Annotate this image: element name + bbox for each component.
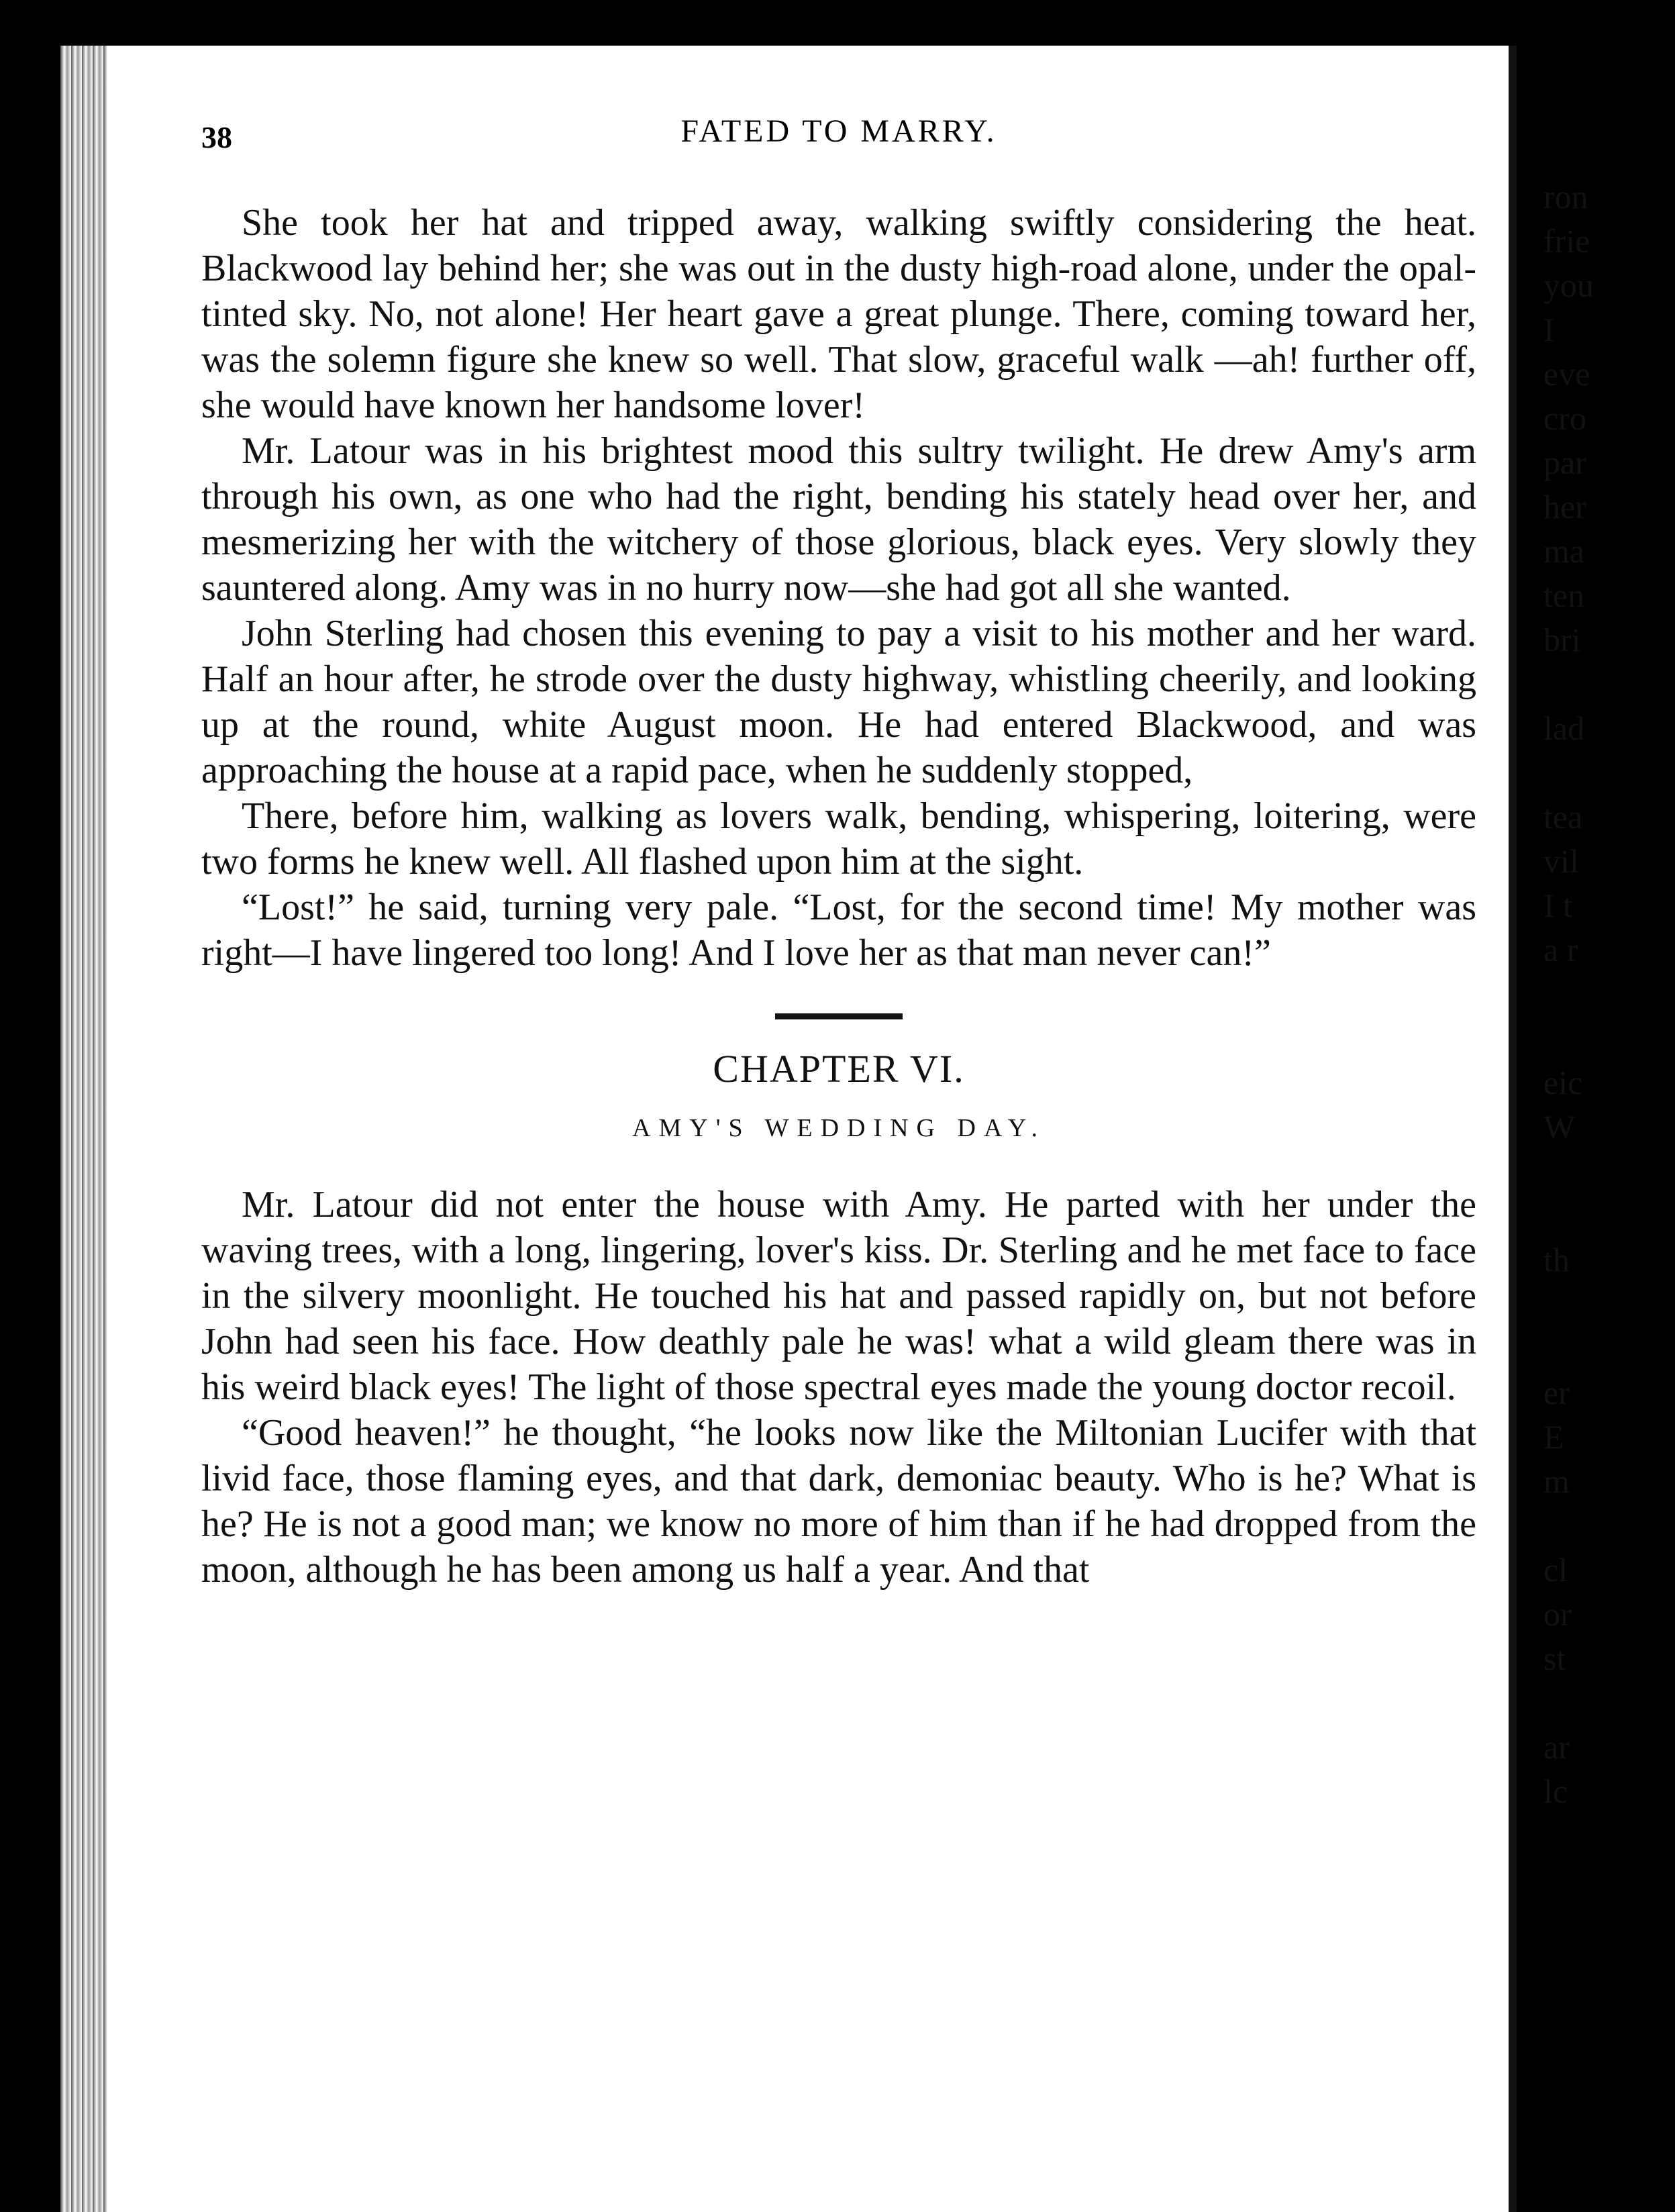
facing-page-fragment: a r [1543, 931, 1578, 968]
chapter-subtitle: AMY'S WEDDING DAY. [632, 1114, 1046, 1142]
facing-page-fragment: cl [1543, 1551, 1568, 1589]
facing-page-fragment: eic [1543, 1064, 1583, 1101]
facing-page-fragment: th [1543, 1241, 1570, 1278]
section-divider [775, 1013, 903, 1019]
facing-page-fragment [1543, 662, 1675, 706]
facing-page-fragment [1543, 1282, 1675, 1326]
paragraph: “Good heaven!” he thought, “he looks now like the Miltonian Lucifer with that livid face, those flaming eyes, and that dark, demoniac beauty. Who is he? What is he? He is not a good man; we know no more of him than if he had dropped from the moon, although he has been among us half a year. And that [201, 1412, 1476, 1591]
page-edges [60, 46, 107, 2212]
facing-page-fragment: cro [1543, 399, 1586, 437]
facing-page-fragment: or [1543, 1595, 1572, 1633]
facing-page-fragment: I [1543, 311, 1555, 348]
facing-page-fragment [1543, 1680, 1675, 1725]
facing-page-fragment [1543, 1193, 1675, 1238]
paragraph: Mr. Latour did not enter the house with Amy. He parted with her under the waving trees, with a long, lingering, lover's kiss. Dr. Sterling and he met face to face in the silvery moonlight. He touched his hat and passed rapidly on, but not before John had seen his face. How deathly pale he was! what a wild gleam there was in his weird black eyes! The light of those spectral eyes made the young doctor recoil. [201, 1184, 1476, 1408]
page-header [201, 113, 1476, 173]
facing-page-fragment: E [1543, 1418, 1564, 1456]
paragraph: John Sterling had chosen this evening to pay a visit to his mother and her ward. Half an hour after, he strode over the dusty highway, whistling cheerily, and looking up at the round, white August moon. He had entered Blackwood, and was approaching the house at a rapid pace, when he suddenly stopped, [201, 613, 1476, 791]
facing-page-fragment: er [1543, 1374, 1570, 1411]
book-gutter [1509, 46, 1517, 2212]
facing-page-fragment: ma [1543, 532, 1585, 570]
facing-page-fragment [1543, 750, 1675, 795]
facing-page-fragment: you [1543, 266, 1594, 304]
facing-page-fragment [1543, 972, 1675, 1016]
facing-page-fragment: W [1543, 1108, 1576, 1146]
facing-page-fragment [1543, 1326, 1675, 1370]
paragraph: Mr. Latour was in his brightest mood this sultry twilight. He drew Amy's arm through his own, as one who had the right, bending his stately head over her, and mesmerizing her with the witchery of those glorious, black eyes. Very slowly they sauntered along. Amy was in no hurry now—she had got all she wanted. [201, 430, 1476, 609]
facing-page-fragment [1543, 1503, 1675, 1548]
running-title: FATED TO MARRY. [680, 113, 997, 149]
facing-page-fragment: her [1543, 488, 1586, 525]
facing-page-fragment [1543, 1149, 1675, 1193]
paragraph: She took her hat and tripped away, walking swiftly considering the heat. Blackwood lay behind her; she was out in the dusty high-road alone, under the opal-tinted sky. No, not alone! Her heart gave a great plunge. There, coming toward her, was the solemn figure she knew so well. That slow, graceful walk —ah! further off, she would have known her handsome lover! [201, 202, 1476, 426]
paragraph: There, before him, walking as lovers walk, bending, whispering, loitering, were two forms he knew well. All flashed upon him at the sight. [201, 795, 1476, 883]
facing-page-fragment: bri [1543, 621, 1581, 658]
facing-page-fragment [1543, 1016, 1675, 1060]
facing-page-fragment: ten [1543, 576, 1585, 614]
facing-page-fragment: I t [1543, 887, 1573, 924]
facing-page-fragment: frie [1543, 222, 1590, 260]
facing-page-fragment: ron [1543, 178, 1588, 215]
facing-page-fragment: lc [1543, 1772, 1568, 1810]
book-page [60, 46, 1517, 2212]
facing-page-fragment: lad [1543, 709, 1585, 747]
facing-page-fragment: m [1543, 1462, 1570, 1500]
facing-page-fragment: st [1543, 1640, 1566, 1677]
facing-page-fragment: vil [1543, 842, 1579, 880]
body-text [201, 200, 1476, 1593]
facing-page-fragment: par [1543, 444, 1586, 481]
chapter-title: CHAPTER VI. [713, 1047, 965, 1091]
facing-page-fragment: eve [1543, 355, 1590, 393]
facing-page-fragments [1543, 174, 1675, 1813]
facing-page-fragment: ar [1543, 1728, 1570, 1766]
facing-page-fragment: tea [1543, 798, 1583, 836]
paragraph: “Lost!” he said, turning very pale. “Lost, for the second time! My mother was right—I have lingered too long! And I love her as that man never can!” [201, 887, 1476, 974]
page-number: 38 [201, 120, 232, 154]
